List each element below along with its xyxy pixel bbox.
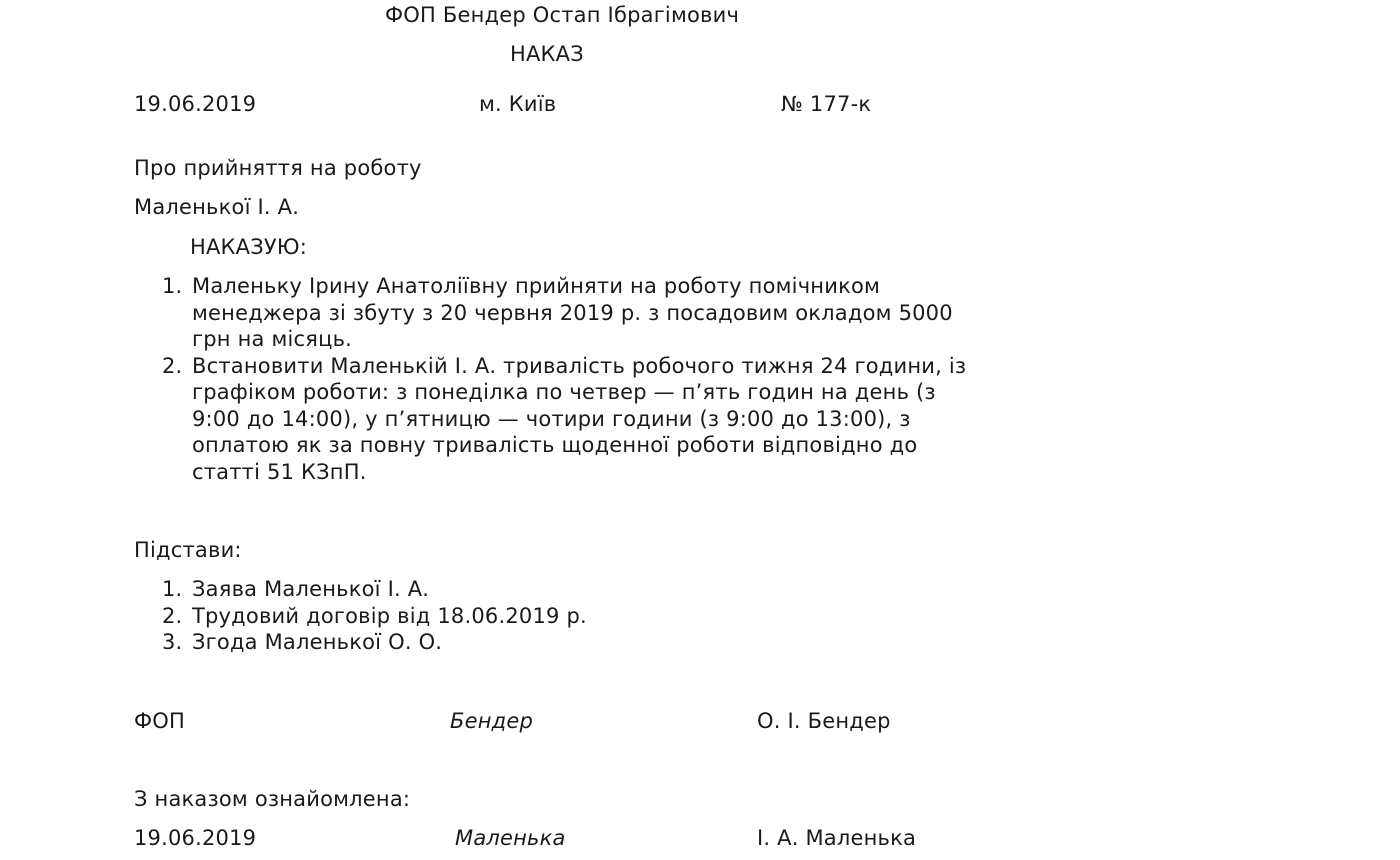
signatory-name: О. І. Бендер (757, 709, 891, 733)
signatory-signature: Бендер (450, 709, 534, 733)
basis-item-text: Трудовий договір від 18.06.2019 р. (192, 603, 587, 628)
order-item-text: Встановити Маленькій І. А. тривалість робочого тижня 24 години, із графіком роботи: з понеділка по четвер — п’ять годин на день (з 9:00 до 14:00), у п’ятницю — чотири години (з 9:00 до 13:00), з оплатою як за повну тривалість щоденної роботи відповідно до статті 51 КЗпП. (192, 353, 967, 484)
document-title: НАКАЗ (510, 42, 584, 66)
signatory-position: ФОП (134, 709, 185, 733)
basis-item-number: 3. (162, 630, 183, 654)
issuer-name: ФОП Бендер Остап Ібрагімович (385, 3, 740, 27)
basis-label: Підстави: (134, 538, 242, 562)
acknowledgement-signature: Маленька (455, 826, 566, 850)
order-date: 19.06.2019 (134, 92, 257, 116)
order-number: № 177-к (781, 92, 872, 116)
acknowledgement-label: З наказом ознайомлена: (134, 787, 411, 811)
order-items-list (134, 273, 974, 485)
order-item (134, 273, 974, 353)
subject-line-2: Маленької І. А. (134, 195, 300, 219)
acknowledgement-date: 19.06.2019 (134, 826, 257, 850)
basis-item (134, 629, 587, 656)
subject-line-1: Про прийняття на роботу (134, 156, 422, 180)
basis-item-number: 1. (162, 577, 183, 601)
order-city: м. Київ (479, 92, 557, 116)
order-item-number: 2. (162, 353, 183, 378)
basis-item-text: Заява Маленької І. А. (192, 577, 430, 601)
acknowledgement-name: І. А. Маленька (757, 826, 917, 850)
basis-item-text: Згода Маленької О. О. (192, 630, 443, 654)
order-directive: НАКАЗУЮ: (190, 235, 308, 259)
basis-item (134, 603, 587, 630)
order-item-text: Маленьку Ірину Анатоліївну прийняти на роботу помічником менеджера зі збуту з 20 червня 2019 р. з посадовим окладом 5000 грн на місяць. (192, 274, 953, 351)
basis-item-number: 2. (162, 603, 183, 628)
order-item-number: 1. (162, 274, 183, 298)
basis-list (134, 576, 587, 656)
order-item (134, 353, 974, 486)
basis-item (134, 576, 587, 603)
